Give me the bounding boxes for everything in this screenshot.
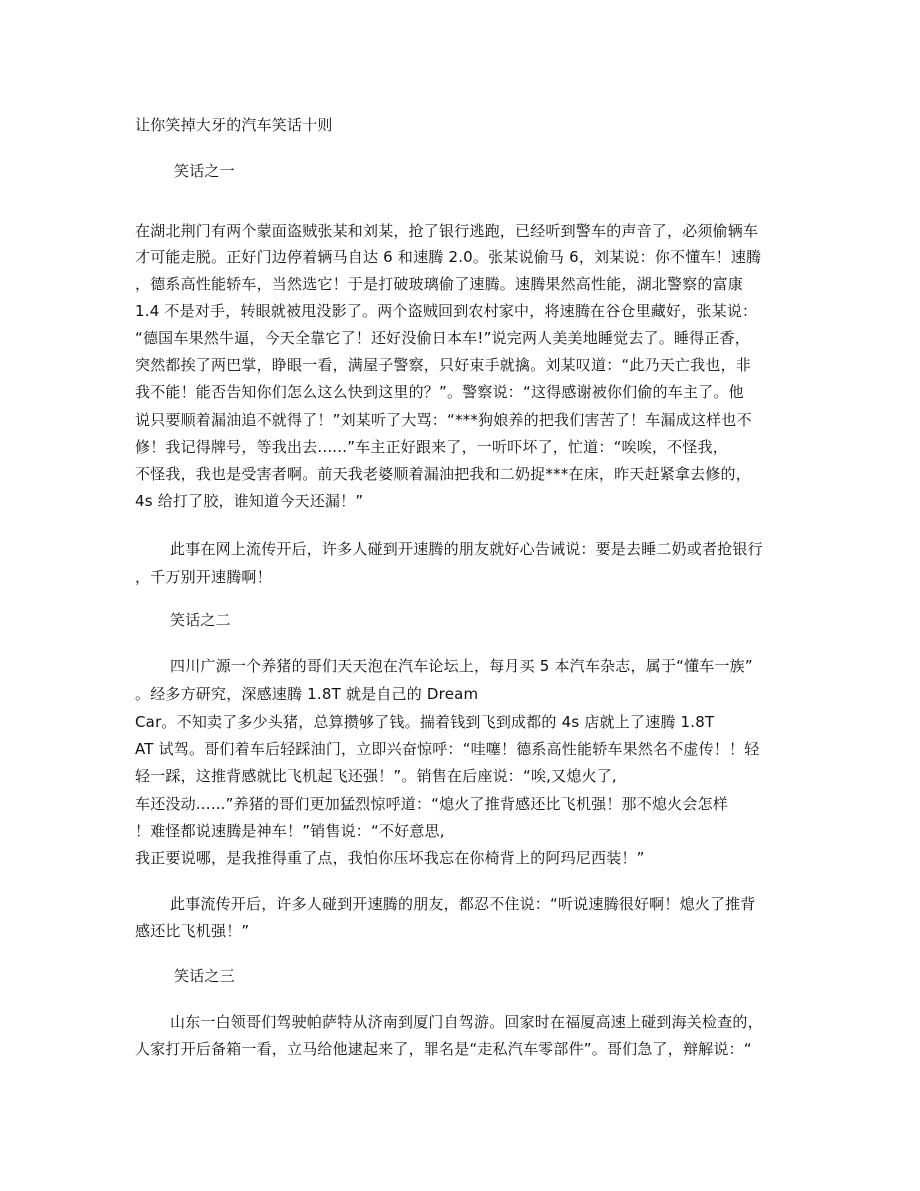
text-line: 说只要顺着漏油追不就得了！”刘某听了大骂：“***狗娘养的把我们害苦了！车漏成这样也不 xyxy=(135,411,752,429)
text-line: 我正要说哪，是我推得重了点，我怕你压坏我忘在你椅背上的阿玛尼西装！” xyxy=(135,849,645,867)
text-line: 此事在网上流传开后，许多人碰到开速腾的朋友就好心告诫说：要是去睡二奶或者抢银行 xyxy=(170,540,763,558)
text-line: 4s 给打了胶，谁知道今天还漏！” xyxy=(135,492,364,510)
text-line: 修！我记得牌号，等我出去......”车主正好跟来了，一听吓坏了，忙道：“唉唉，不怪我， xyxy=(135,438,728,456)
text-line: “德国车果然牛逼，今天全靠它了！还好没偷日本车!”说完两人美美地睡觉去了。睡得正香， xyxy=(135,329,750,347)
text-line: 1.4 不是对手，转眼就被甩没影了。两个盗贼回到农村家中，将速腾在谷仓里藏好，张某说： xyxy=(135,302,758,320)
text-line: AT 试驾。哥们着车后轻踩油门，立即兴奋惊呼：“哇噻！德系高性能轿车果然名不虚传！！轻 xyxy=(135,740,760,758)
text-line: 不怪我，我也是受害者啊。前天我老婆顺着漏油把我和二奶捉***在床，昨天赶紧拿去修的， xyxy=(135,465,751,483)
text-line: Car。不知卖了多少头猪，总算攒够了钱。揣着钱到飞到成都的 4s 店就上了速腾 1.8T xyxy=(135,713,715,731)
text-line: 四川广源一个养猪的哥们天天泡在汽车论坛上，每月买 5 本汽车杂志，属于“懂车一族” xyxy=(170,657,753,675)
text-line: 我不能！能否告知你们怎么这么快到这里的？”。警察说：“这得感谢被你们偷的车主了。他 xyxy=(135,383,744,401)
text-line: 在湖北荆门有两个蒙面盗贼张某和刘某，抢了银行逃跑，已经听到警车的声音了，必须偷辆车 xyxy=(135,222,759,240)
section-heading: 笑话之一 xyxy=(174,162,235,180)
text-line: 。经多方研究，深感速腾 1.8T 就是自己的 Dream xyxy=(135,685,479,703)
text-line: 山东一白领哥们驾驶帕萨特从济南到厦门自驾游。回家时在福厦高速上碰到海关检查的， xyxy=(170,1013,763,1031)
text-line: 车还没动......”养猪的哥们更加猛烈惊呼道：“熄火了推背感还比飞机强！那不熄火会怎样 xyxy=(135,795,728,813)
text-line: 人家打开后备箱一看，立马给他逮起来了，罪名是“走私汽车零部件”。哥们急了，辩解说：“ xyxy=(135,1040,752,1058)
section-heading: 笑话之三 xyxy=(174,967,235,985)
text-line: 感还比飞机强！” xyxy=(135,922,250,940)
text-line: ！难怪都说速腾是神车！”销售说：“不好意思, xyxy=(135,822,445,840)
document-title: 让你笑掉大牙的汽车笑话十则 xyxy=(135,116,333,134)
text-line: 突然都挨了两巴掌，睁眼一看，满屋子警察，只好束手就擒。刘某叹道：“此乃天亡我也，非 xyxy=(135,356,751,374)
text-line: 才可能走脱。正好门边停着辆马自达 6 和速腾 2.0。张某说偷马 6，刘某说：你不懂车！速腾 xyxy=(135,248,762,266)
text-line: 此事流传开后，许多人碰到开速腾的朋友，都忍不住说：“听说速腾很好啊！熄火了推背 xyxy=(170,895,756,913)
text-line: ，德系高性能轿车，当然选它！于是打破玻璃偷了速腾。速腾果然高性能，湖北警察的富康 xyxy=(135,275,744,293)
text-line: ，千万别开速腾啊！ xyxy=(135,568,272,586)
text-line: 轻一踩，这推背感就比飞机起飞还强！”。销售在后座说：“唉,又熄火了, xyxy=(135,767,617,785)
section-heading: 笑话之二 xyxy=(170,611,231,629)
